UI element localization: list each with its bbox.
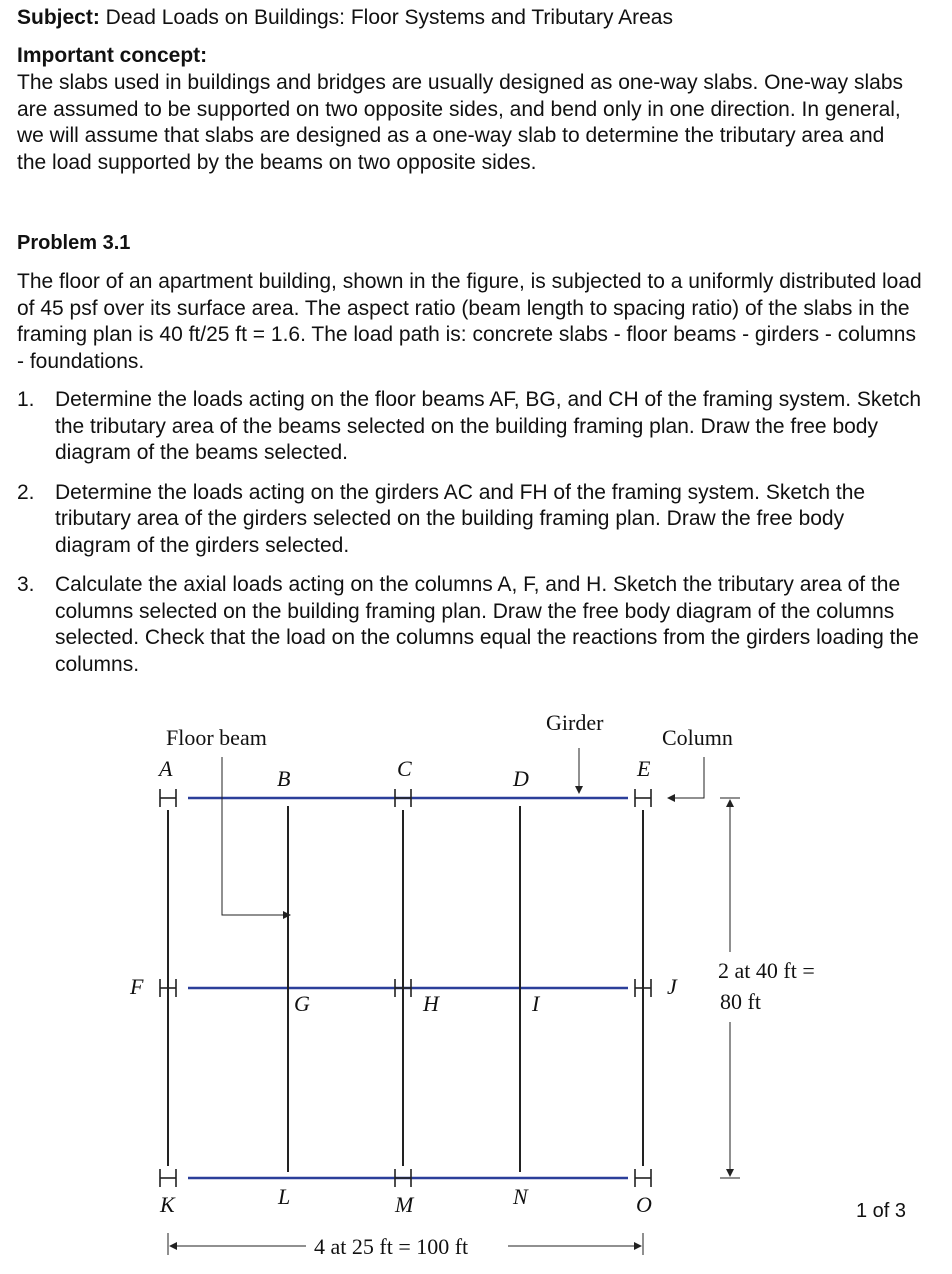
node-label-E: E [637,756,651,781]
node-label-A: A [159,756,173,781]
node-label-M: M [395,1192,414,1217]
page-number: 1 of 3 [856,1200,907,1222]
task-item [17,387,922,467]
dimension-vertical-line2: 80 ft [720,989,761,1014]
node-label-K: K [160,1192,175,1217]
node-label-G: G [294,991,310,1016]
node-label-B: B [277,766,291,791]
column-E-icon [635,789,651,807]
task-item [17,572,922,678]
dimension-vertical [720,798,740,1178]
dimension-horizontal-label: 4 at 25 ft = 100 ft [314,1234,469,1259]
subject-text: Dead Loads on Buildings: Floor Systems and Tributary Areas [99,6,673,29]
leader-girder [575,748,583,794]
column-O-icon [635,1169,651,1187]
label-column: Column [662,725,733,750]
framing-plan-figure [0,690,952,1274]
node-label-I: I [532,991,540,1016]
task-list [17,387,922,691]
node-label-C: C [397,756,412,781]
column-M-icon [395,1169,411,1187]
task-item [17,480,922,560]
column-K-icon [160,1169,176,1187]
task-text: Determine the loads acting on the floor beams AF, BG, and CH of the framing system. Sketch the tributary area of the beams selected on the building framing plan. Draw the free body diagram of the beams selected. [55,388,922,464]
node-label-L: L [278,1184,291,1209]
concept-body: The slabs used in buildings and bridges are usually designed as one-way slabs. One-way slabs are assumed to be supported on two opposite sides, and bend only in one direction. In general, we will assume that slabs are designed as a one-way slab to determine the tributary area and the load supported by the beams on two opposite sides. [17,71,904,174]
subject-label: Subject: [17,6,100,29]
problem-heading: Problem 3.1 [17,232,131,254]
label-floor-beam: Floor beam [166,725,267,750]
concept-heading: Important concept: [17,44,208,67]
node-label-N: N [513,1184,528,1209]
task-text: Determine the loads acting on the girders AC and FH of the framing system. Sketch the tributary area of the girders selected on the building framing plan. Draw the free body diagram of the girders selected. [55,480,866,557]
leader-column [667,757,704,802]
task-number: 1. [17,388,35,411]
node-label-F: F [130,974,144,999]
node-label-O: O [636,1192,652,1217]
column-C-icon [395,789,411,807]
node-label-D: D [513,766,529,791]
column-A-icon [160,789,176,807]
node-label-H: H [423,991,439,1016]
task-number: 3. [17,573,35,596]
subject-line [17,5,673,31]
task-number: 2. [17,480,35,504]
node-label-J: J [667,974,677,999]
problem-statement: The floor of an apartment building, shown in the figure, is subjected to a uniformly distributed load of 45 psf over its surface area. The aspect ratio (beam length to spacing ratio) of the slabs in the framing plan is 40 ft/25 ft = 1.6. The load path is: concrete slabs - floor beams - girders - columns - foundations. [17,270,922,373]
task-text: Calculate the axial loads acting on the columns A, F, and H. Sketch the tributary area of the columns selected on the building framing plan. Draw the free body diagram of the columns selected. Check that the load on the columns equal the reactions from the girders loading the columns. [55,573,919,676]
dimension-vertical-line1: 2 at 40 ft = [718,958,815,983]
label-girder: Girder [546,710,604,735]
